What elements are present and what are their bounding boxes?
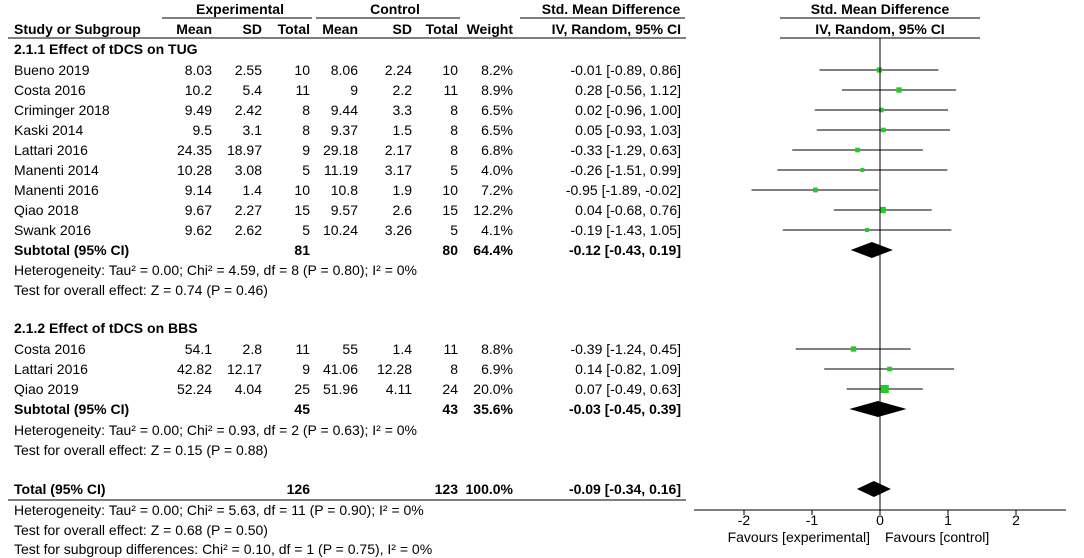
ctrl-total-cell: 8 <box>450 142 458 158</box>
ci-cell: 0.02 [-0.96, 1.00] <box>575 102 681 118</box>
ctrl-total-cell: 8 <box>450 102 458 118</box>
ctrl-sd-header: SD <box>392 21 412 37</box>
ctrl-total-cell: 5 <box>450 162 458 178</box>
favours-control-label: Favours [control] <box>885 529 990 545</box>
exp-sd-cell: 2.8 <box>242 341 262 357</box>
favours-experimental-label: Favours [experimental] <box>727 529 870 545</box>
experimental-group-header: Experimental <box>196 1 284 17</box>
exp-total-cell: 25 <box>294 381 310 397</box>
ctrl-sd-cell: 1.9 <box>392 182 412 198</box>
ctrl-sd-cell: 3.26 <box>384 222 412 238</box>
subtotal-weight: 35.6% <box>473 401 513 417</box>
ctrl-total-cell: 11 <box>443 341 458 357</box>
exp-sd-header: SD <box>242 21 262 37</box>
weight-cell: 6.5% <box>481 102 513 118</box>
total-weight: 100.0% <box>465 481 513 497</box>
weight-cell: 20.0% <box>473 381 513 397</box>
exp-sd-cell: 2.42 <box>234 102 262 118</box>
exp-sd-cell: 18.97 <box>226 142 262 158</box>
ctrl-total-cell: 8 <box>450 122 458 138</box>
ci-header: IV, Random, 95% CI <box>551 21 681 37</box>
study-name: Bueno 2019 <box>14 62 90 78</box>
exp-total-cell: 9 <box>302 142 310 158</box>
ci-cell: -0.39 [-1.24, 0.45] <box>570 341 681 357</box>
ctrl-sd-cell: 2.17 <box>384 142 412 158</box>
total-diamond <box>857 481 891 497</box>
study-name: Costa 2016 <box>14 82 86 98</box>
ctrl-sd-cell: 3.3 <box>392 102 412 118</box>
x-tick-label: -2 <box>737 512 751 528</box>
ctrl-mean-header: Mean <box>322 21 358 37</box>
ci-cell: 0.07 [-0.49, 0.63] <box>575 381 681 397</box>
total-label: Total (95% CI) <box>14 481 106 497</box>
ci-cell: -0.26 [-1.51, 0.99] <box>570 162 681 178</box>
point-estimate-square <box>813 188 818 193</box>
exp-mean-cell: 9.49 <box>184 102 212 118</box>
study-name: Manenti 2014 <box>14 162 99 178</box>
ci-cell: -0.33 [-1.29, 0.63] <box>570 142 681 158</box>
ctrl-mean-cell: 9.37 <box>330 122 358 138</box>
ctrl-sd-cell: 2.24 <box>384 62 412 78</box>
ci-cell: -0.95 [-1.89, -0.02] <box>565 182 681 198</box>
ctrl-total-header: Total <box>425 21 458 37</box>
exp-sd-cell: 2.62 <box>234 222 262 238</box>
exp-total-header: Total <box>277 21 310 37</box>
weight-cell: 4.0% <box>481 162 513 178</box>
weight-cell: 12.2% <box>473 202 513 218</box>
heterogeneity-text: Heterogeneity: Tau² = 0.00; Chi² = 0.93, df = 2 (P = 0.63); I² = 0% <box>14 422 417 438</box>
subtotal-diamond <box>851 242 893 258</box>
ctrl-mean-cell: 10.24 <box>322 222 358 238</box>
study-name: Criminger 2018 <box>14 102 110 118</box>
exp-mean-cell: 8.03 <box>184 62 212 78</box>
ctrl-mean-cell: 9 <box>350 82 358 98</box>
weight-cell: 6.9% <box>481 361 513 377</box>
weight-cell: 6.8% <box>481 142 513 158</box>
ci-cell: 0.04 [-0.68, 0.76] <box>575 202 681 218</box>
x-tick-label: 2 <box>1012 512 1020 528</box>
ctrl-sd-cell: 2.6 <box>392 202 412 218</box>
ctrl-total-cell: 10 <box>442 182 458 198</box>
study-name: Kaski 2014 <box>14 122 84 138</box>
ctrl-mean-cell: 9.44 <box>330 102 358 118</box>
exp-mean-header: Mean <box>176 21 212 37</box>
subtotal-ctrl-total: 43 <box>442 401 458 417</box>
point-estimate-square <box>881 385 889 393</box>
ctrl-mean-cell: 51.96 <box>322 381 358 397</box>
point-estimate-square <box>851 346 856 351</box>
ctrl-total-cell: 15 <box>442 202 458 218</box>
effect-column-header: Std. Mean Difference <box>541 1 681 17</box>
exp-mean-cell: 54.1 <box>184 341 212 357</box>
ctrl-total-cell: 24 <box>442 381 458 397</box>
exp-mean-cell: 9.5 <box>192 122 212 138</box>
exp-total-cell: 5 <box>302 162 310 178</box>
x-tick-label: 1 <box>944 512 952 528</box>
subgroup-difference-text: Test for subgroup differences: Chi² = 0.10, df = 1 (P = 0.75), I² = 0% <box>14 541 433 557</box>
point-estimate-square <box>880 207 886 213</box>
study-name: Qiao 2018 <box>14 202 79 218</box>
subgroup-title: 2.1.2 Effect of tDCS on BBS <box>14 320 198 336</box>
subtotal-label: Subtotal (95% CI) <box>14 242 130 258</box>
point-estimate-square <box>881 128 886 133</box>
exp-mean-cell: 9.14 <box>184 182 212 198</box>
subtotal-ctrl-total: 80 <box>442 242 458 258</box>
total-ci: -0.09 [-0.34, 0.16] <box>568 481 681 497</box>
study-name: Lattari 2016 <box>14 142 88 158</box>
exp-total-cell: 15 <box>294 202 310 218</box>
study-name: Lattari 2016 <box>14 361 88 377</box>
plot-method-header: IV, Random, 95% CI <box>815 21 945 37</box>
overall-effect-text: Test for overall effect: Z = 0.74 (P = 0.46) <box>14 282 268 298</box>
exp-sd-cell: 4.04 <box>234 381 262 397</box>
point-estimate-square <box>855 148 860 153</box>
exp-mean-cell: 9.67 <box>184 202 212 218</box>
ctrl-mean-cell: 9.57 <box>330 202 358 218</box>
weight-cell: 8.8% <box>481 341 513 357</box>
control-group-header: Control <box>370 1 420 17</box>
weight-cell: 7.2% <box>481 182 513 198</box>
ctrl-total-cell: 8 <box>450 361 458 377</box>
exp-total-cell: 10 <box>294 182 310 198</box>
exp-total-cell: 10 <box>294 62 310 78</box>
ctrl-mean-cell: 29.18 <box>322 142 358 158</box>
exp-total-cell: 11 <box>295 341 310 357</box>
ci-cell: -0.01 [-0.89, 0.86] <box>570 62 681 78</box>
heterogeneity-text: Heterogeneity: Tau² = 0.00; Chi² = 4.59, df = 8 (P = 0.80); I² = 0% <box>14 262 417 278</box>
plot-title: Std. Mean Difference <box>810 1 950 17</box>
study-name: Manenti 2016 <box>14 182 99 198</box>
ctrl-total-cell: 11 <box>443 82 458 98</box>
ctrl-sd-cell: 1.4 <box>392 341 412 357</box>
subgroup-title: 2.1.1 Effect of tDCS on TUG <box>14 41 198 57</box>
ctrl-mean-cell: 11.19 <box>324 162 358 178</box>
ctrl-total-cell: 10 <box>442 62 458 78</box>
exp-sd-cell: 2.27 <box>234 202 262 218</box>
overall-effect-text: Test for overall effect: Z = 0.15 (P = 0.88) <box>14 442 268 458</box>
exp-mean-cell: 10.28 <box>176 162 212 178</box>
ci-cell: 0.05 [-0.93, 1.03] <box>575 122 681 138</box>
weight-header: Weight <box>466 21 513 37</box>
point-estimate-square <box>860 168 864 172</box>
total-ctrl-total: 123 <box>434 481 458 497</box>
ctrl-mean-cell: 8.06 <box>330 62 358 78</box>
exp-mean-cell: 42.82 <box>176 361 212 377</box>
ctrl-sd-cell: 2.2 <box>392 82 412 98</box>
exp-total-cell: 9 <box>302 361 310 377</box>
exp-total-cell: 8 <box>302 122 310 138</box>
subtotal-weight: 64.4% <box>473 242 513 258</box>
subtotal-ci: -0.03 [-0.45, 0.39] <box>568 401 681 417</box>
subtotal-ci: -0.12 [-0.43, 0.19] <box>568 242 681 258</box>
study-name: Costa 2016 <box>14 341 86 357</box>
ctrl-sd-cell: 4.11 <box>385 381 412 397</box>
exp-sd-cell: 2.55 <box>234 62 262 78</box>
point-estimate-square <box>896 87 901 92</box>
overall-effect-text: Test for overall effect: Z = 0.68 (P = 0.50) <box>14 522 268 538</box>
exp-sd-cell: 5.4 <box>242 82 262 98</box>
exp-sd-cell: 3.1 <box>242 122 262 138</box>
ctrl-sd-cell: 12.28 <box>376 361 412 377</box>
ci-cell: 0.28 [-0.56, 1.12] <box>575 82 681 98</box>
weight-cell: 4.1% <box>481 222 513 238</box>
x-tick-label: 0 <box>876 512 884 528</box>
subtotal-label: Subtotal (95% CI) <box>14 401 130 417</box>
exp-sd-cell: 1.4 <box>242 182 262 198</box>
ctrl-total-cell: 5 <box>450 222 458 238</box>
ctrl-sd-cell: 1.5 <box>392 122 412 138</box>
exp-total-cell: 8 <box>302 102 310 118</box>
point-estimate-square <box>865 228 869 232</box>
point-estimate-square <box>877 67 882 72</box>
ctrl-sd-cell: 3.17 <box>384 162 412 178</box>
weight-cell: 6.5% <box>481 122 513 138</box>
exp-total-cell: 11 <box>295 82 310 98</box>
ctrl-mean-cell: 55 <box>342 341 358 357</box>
weight-cell: 8.2% <box>481 62 513 78</box>
study-name: Qiao 2019 <box>14 381 79 397</box>
exp-mean-cell: 10.2 <box>184 82 212 98</box>
study-name: Swank 2016 <box>14 222 92 238</box>
point-estimate-square <box>887 367 892 372</box>
exp-total-cell: 5 <box>302 222 310 238</box>
exp-mean-cell: 9.62 <box>184 222 212 238</box>
total-exp-total: 126 <box>286 481 310 497</box>
exp-mean-cell: 52.24 <box>176 381 212 397</box>
ctrl-mean-cell: 10.8 <box>330 182 358 198</box>
weight-cell: 8.9% <box>481 82 513 98</box>
x-tick-label: -1 <box>805 512 819 528</box>
heterogeneity-text: Heterogeneity: Tau² = 0.00; Chi² = 5.63, df = 11 (P = 0.90); I² = 0% <box>14 502 424 518</box>
exp-sd-cell: 12.17 <box>226 361 262 377</box>
ci-cell: -0.19 [-1.43, 1.05] <box>570 222 681 238</box>
ctrl-mean-cell: 41.06 <box>322 361 358 377</box>
ci-cell: 0.14 [-0.82, 1.09] <box>575 361 681 377</box>
subtotal-diamond <box>849 401 906 417</box>
subtotal-exp-total: 81 <box>294 242 310 258</box>
study-column-header: Study or Subgroup <box>14 21 141 37</box>
subtotal-exp-total: 45 <box>294 401 310 417</box>
exp-sd-cell: 3.08 <box>234 162 262 178</box>
exp-mean-cell: 24.35 <box>176 142 212 158</box>
